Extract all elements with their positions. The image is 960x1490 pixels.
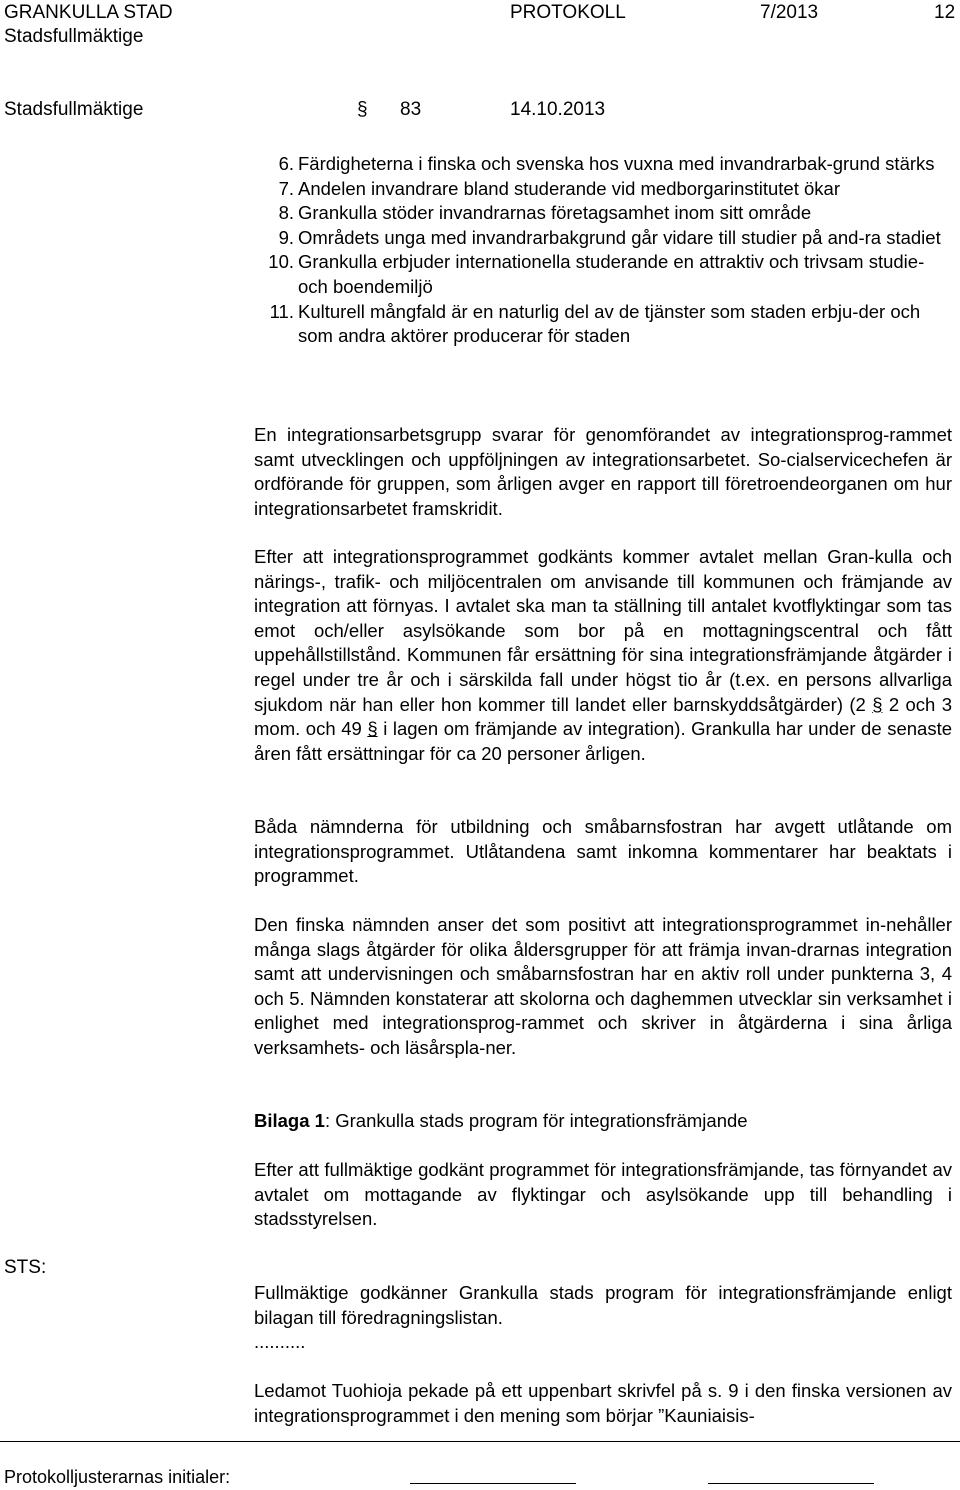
meeting-date: 14.10.2013	[510, 99, 606, 120]
attachment-line: Bilaga 1: Grankulla stads program för integrationsfrämjande	[254, 1110, 748, 1131]
paragraph-finnish-board: Den finska nämnden anser det som positivt att integrationsprogrammet in-nehåller många slags åtgärder för olika åldersgrupper för att främja invan-drarnas integration samt att undervisningen och småbarnsfostran har en aktiv roll under punkterna 3, 4 och 5. Nämnden konstaterar att skolorna och daghemmen utvecklar sin verksamhet i enlighet med integrationsprog-rammet och skriver in åtgärderna i sina årliga verksamhets- och läsårspla-ner.	[254, 914, 952, 1058]
list-item: 9. Områdets unga med invandrarbakgrund går vidare till studier på and-ra stadiet	[278, 226, 941, 248]
header-protocol-no: 7/2013	[760, 2, 819, 23]
header-doc-type: PROTOKOLL	[510, 2, 626, 23]
meeting-body: Stadsfullmäktige	[4, 99, 144, 120]
footer-divider	[0, 1441, 960, 1442]
list-item: 8. Grankulla stöder invandrarnas företagsamhet inom sitt område	[278, 202, 812, 224]
section-symbol: §	[357, 99, 368, 120]
attachment-label: Bilaga 1	[254, 1110, 325, 1131]
sts-label: STS:	[4, 1257, 47, 1278]
signature-line	[708, 1483, 874, 1484]
paragraph-remark: Ledamot Tuohioja pekade på ett uppenbart skrivfel på s. 9 i den finska versionen av integrationsprogrammet i den mening som börjar ”Kauniaisis-	[254, 1380, 952, 1426]
section-number: 83	[400, 99, 422, 120]
dots-separator: ..........	[254, 1331, 306, 1352]
header-org: GRANKULLA STAD	[4, 2, 173, 23]
header-page-no: 12	[934, 2, 956, 23]
paragraph-statements: Båda nämnderna för utbildning och småbarnsfostran har avgett utlåtande om integrationsprogrammet. Utlåtandena samt inkomna kommentarer har beaktats i programmet.	[254, 816, 952, 887]
list-item: 11. Kulturell mångfald är en naturlig del av de tjänster som staden erbju-der och som andra aktörer producerar för staden	[269, 300, 921, 347]
paragraph-working-group: En integrationsarbetsgrupp svarar för genomförandet av integrationsprog-rammet samt utvecklingen och uppföljningen av integrationsarbetet. So-cialservicechefen är ordförande för gruppen, som årligen avger en rapport till företroendeorganen om hur integrationsarbetet framskridit.	[254, 424, 952, 519]
paragraph-decision: Fullmäktige godkänner Grankulla stads program för integrationsfrämjande enligt bilagan till föredragningslistan.	[254, 1282, 952, 1328]
footer-initials-label: Protokolljusterarnas initialer:	[4, 1467, 231, 1487]
section-symbol: §	[872, 693, 883, 715]
list-item: 7. Andelen invandrare bland studerande vid medborgarinstitutet ökar	[278, 177, 840, 199]
goals-list	[260, 152, 950, 349]
list-item: 10. Grankulla erbjuder internationella studerande en attraktiv och trivsam studie- och boendemiljö	[268, 251, 925, 297]
paragraph-agreement: Efter att integrationsprogrammet godkänts kommer avtalet mellan Gran-kulla och närings-, trafik- och miljöcentralen om anvisande till kommunen och främjande av integration att förnyas. I avtalet ska man ta ställning till antalet kvotflyktingar som tas emot och/eller asylsökande som bor på en mottagningscentral och fått uppehållstillstånd. Kommunen får ersättning för sina integrationsfrämjande åtgärder i regel under tre år och i särskilda fall under högst tio år (t.ex. en persons allvarliga sjukdom när han eller hon kommer till landet eller barnskyddsåtgärder) (2 § 2 och 3 mom. och 49 § i lagen om främjande av integration). Grankulla har under de senaste åren fått ersättningar för ca 20 personer årligen.	[254, 546, 953, 764]
list-item: 6. Färdigheterna i finska och svenska hos vuxna med invandrarbak-grund stärks	[278, 153, 935, 174]
signature-line	[410, 1483, 576, 1484]
header-body: Stadsfullmäktige	[4, 26, 144, 47]
section-symbol: §	[367, 718, 378, 740]
paragraph-renewal: Efter att fullmäktige godkänt programmet för integrationsfrämjande, tas förnyandet av avtalet om mottagande av flyktingar och asylsökande upp till behandling i stadsstyrelsen.	[254, 1159, 952, 1230]
